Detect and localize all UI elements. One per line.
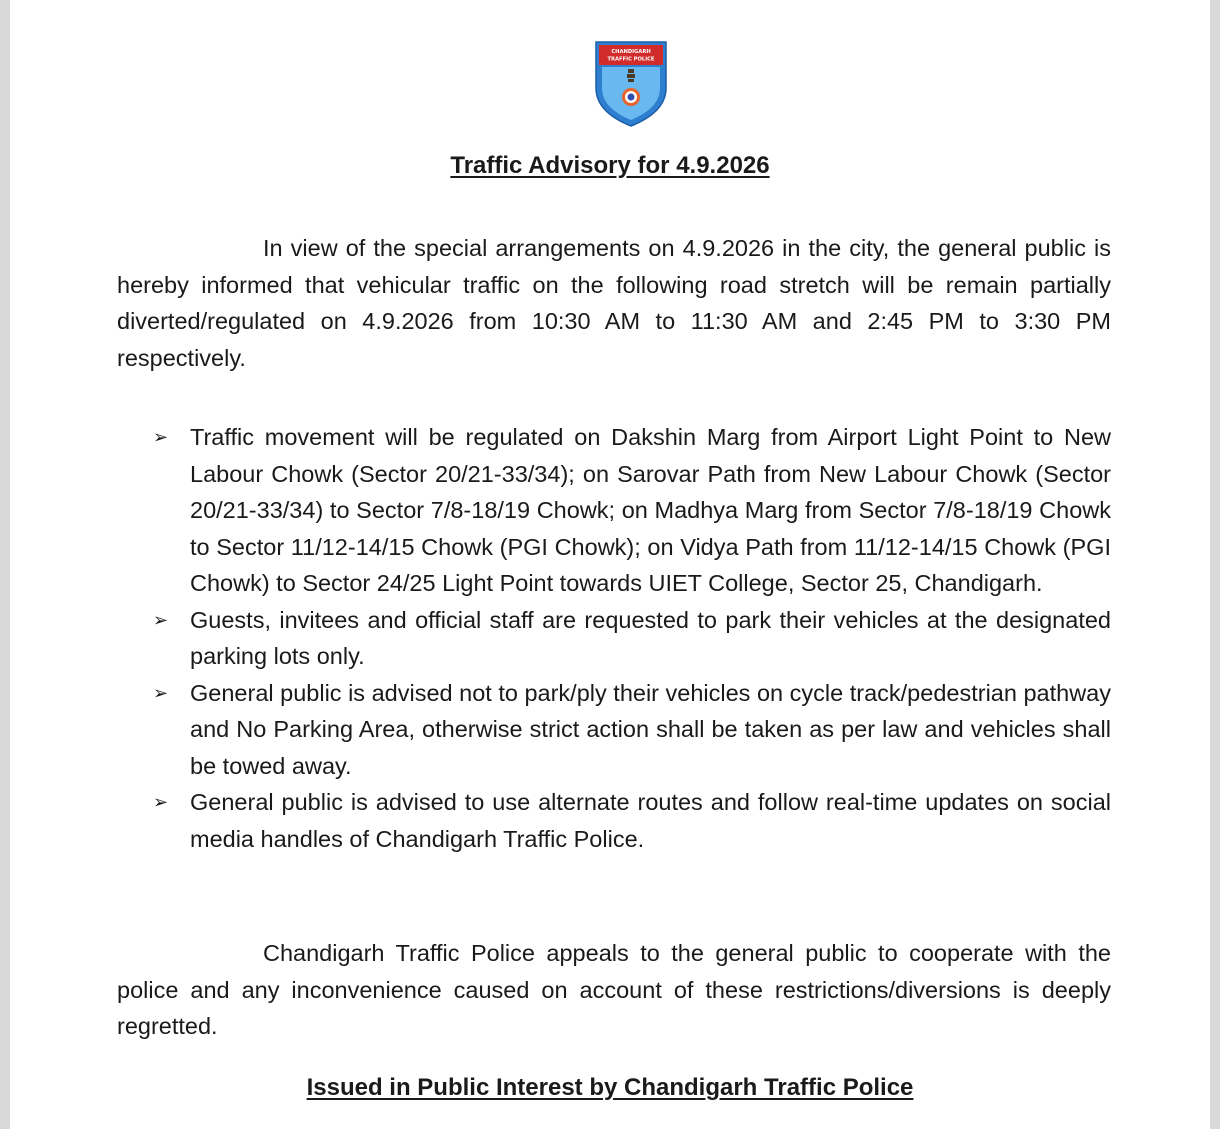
bullet-text: General public is advised not to park/ply their vehicles on cycle track/pedestrian pathway and No Parking Area, otherwise strict action shall be taken as per law and vehicles shall be towed away. (190, 679, 1111, 779)
bullet-text: Guests, invitees and official staff are requested to park their vehicles at the designated parking lots only. (190, 606, 1111, 669)
shield-icon (592, 36, 670, 128)
logo-line-2: TRAFFIC POLICE (607, 56, 655, 63)
chandigarh-traffic-police-logo (592, 36, 670, 128)
closing-paragraph (117, 935, 1111, 1045)
arrow-bullet-icon: ➢ (153, 427, 169, 447)
intro-text: In view of the special arrangements on 4.9.2026 in the city, the general public is hereby informed that vehicular traffic on the following road stretch will be remain partially diverted/regulated on 4.9.2026 from 10:30 AM to 11:30 AM and 2:45 PM to 3:30 PM respectively. (117, 235, 1111, 371)
list-item (117, 419, 1111, 602)
document-page (10, 0, 1210, 1129)
bullet-text: Traffic movement will be regulated on Dakshin Marg from Airport Light Point to New Labour Chowk (Sector 20/21-33/34); on Sarovar Path from New Labour Chowk (Sector 20/21-33/34) to Sector 7/8-18/19 Chowk; on Madhya Marg from Sector 7/8-18/19 Chowk to Sector 11/12-14/15 Chowk (PGI Chowk); on Vidya Path from 11/12-14/15 Chowk (PGI Chowk) to Sector 24/25 Light Point towards UIET College, Sector 25, Chandigarh. (190, 424, 1111, 596)
list-item (117, 675, 1111, 785)
arrow-bullet-icon: ➢ (153, 609, 169, 630)
advisory-bullet-list (117, 419, 1111, 857)
intro-paragraph (117, 230, 1111, 376)
issued-by-footer: Issued in Public Interest by Chandigarh Traffic Police (306, 1074, 914, 1101)
advisory-title: Traffic Advisory for 4.9.2026 (450, 152, 770, 179)
bullet-text: General public is advised to use alternate routes and follow real-time updates on social media handles of Chandigarh Traffic Police. (190, 789, 1111, 852)
arrow-bullet-icon: ➢ (153, 792, 169, 812)
arrow-bullet-icon: ➢ (153, 682, 169, 703)
closing-text: Chandigarh Traffic Police appeals to the general public to cooperate with the police and any inconvenience caused on account of these restrictions/diversions is deeply regretted. (117, 940, 1111, 1039)
list-item (117, 784, 1111, 857)
list-item (117, 602, 1111, 675)
logo-line-1: CHANDIGARH (611, 49, 651, 55)
